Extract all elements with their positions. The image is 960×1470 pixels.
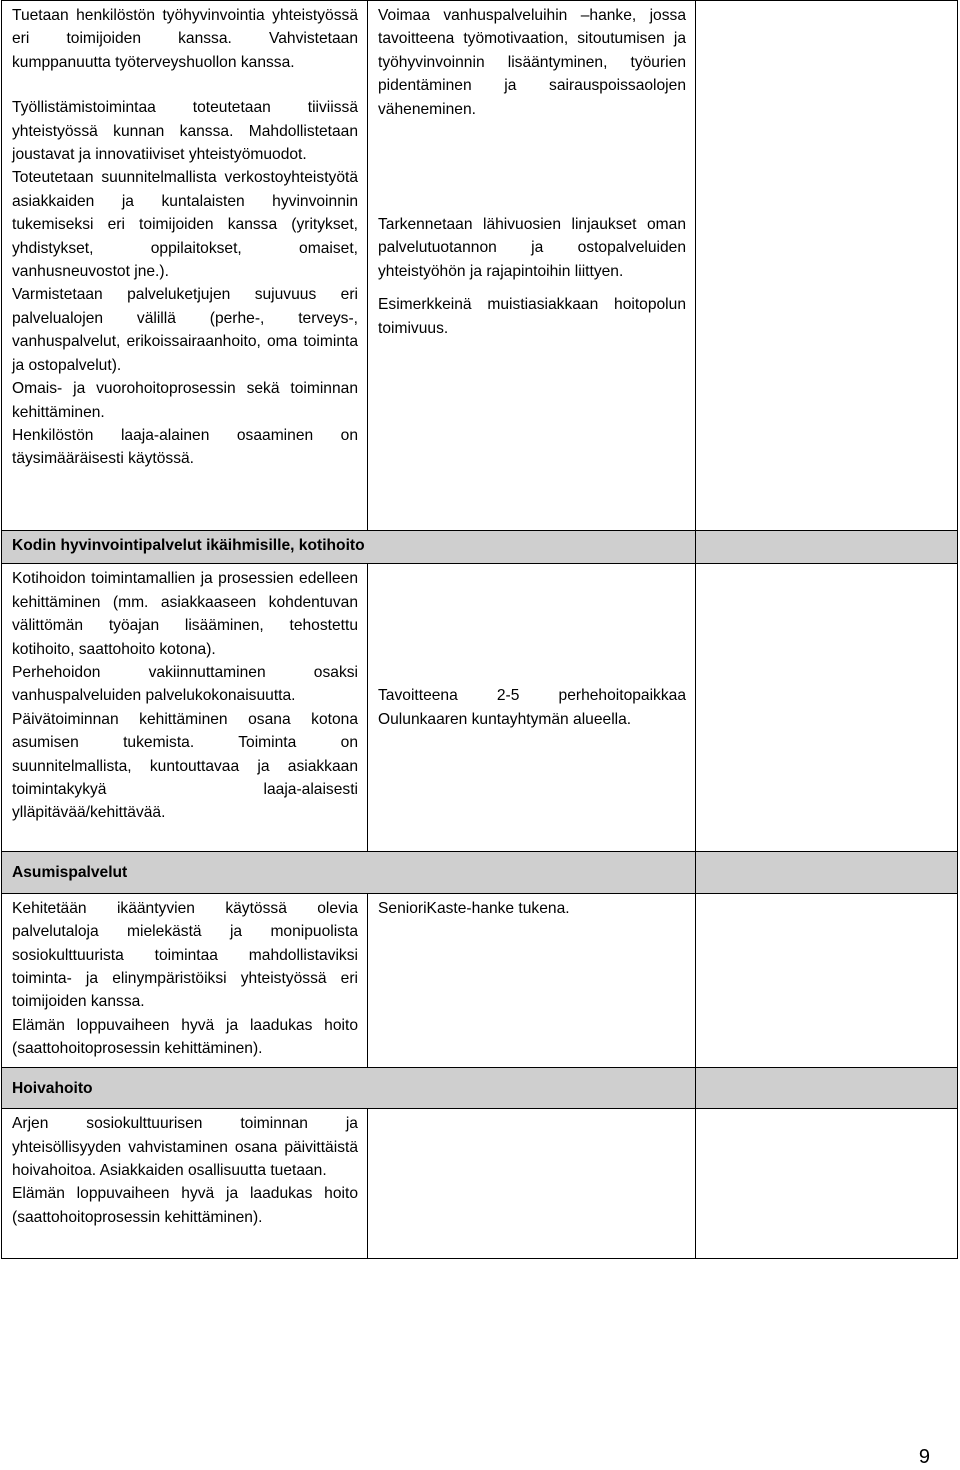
cell-col2 [368, 1109, 696, 1259]
paragraph: Voimaa vanhuspalveluihin –hanke, jossa tavoitteena työmotivaation, sitoutumisen ja työhyvinvoinnin lisääntyminen, työurien pidentäminen ja sairauspoissaolojen väheneminen. [378, 7, 686, 118]
paragraph: Työllistämistoimintaa toteutetaan tiiviissä yhteistyössä kunnan kanssa. Mahdollistetaan joustavat ja innovatiiviset yhteistyömuodot. [12, 99, 358, 164]
paragraph: Kotihoidon toimintamallien ja prosessien edelleen kehittäminen (mm. asiakkaaseen kohdentuvan välittömän työajan lisääminen, tehostettu kotihoito, saattohoito kotona). [12, 570, 358, 658]
table-row [2, 1, 958, 531]
cell-col3 [696, 564, 958, 852]
section-header-empty [696, 531, 958, 564]
paragraph: Varmistetaan palveluketjujen sujuvuus eri palvelualojen välillä (perhe-, terveys-, vanhuspalvelut, erikoissairaanhoito, oma toiminta ja ostopalvelut). [12, 286, 358, 374]
paragraph: Omais- ja vuorohoitoprosessin sekä toiminnan kehittäminen. [12, 380, 358, 421]
cell-col1 [2, 1, 368, 531]
section-title-hoivahoito [2, 1067, 696, 1108]
cell-col3 [696, 1, 958, 531]
cell-col1 [2, 1109, 368, 1259]
page-number: 9 [918, 1446, 930, 1468]
cell-col3 [696, 893, 958, 1067]
paragraph: Elämän loppuvaiheen hyvä ja laadukas hoito (saattohoitoprosessin kehittäminen). [12, 1016, 358, 1058]
section-header-row [2, 1067, 958, 1108]
section-title-kotihoito: Kodin hyvinvointipalvelut ikäihmisille, kotihoito [2, 531, 696, 564]
paragraph: Perhehoidon vakiinnuttaminen osaksi vanhuspalveluiden palvelukokonaisuutta. [12, 664, 358, 705]
paragraph: Esimerkkeinä muistiasiakkaan hoitopolun toimivuus. [378, 296, 686, 337]
paragraph: Elämän loppuvaiheen hyvä ja laadukas hoito (saattohoitoprosessin kehittäminen). [12, 1185, 358, 1226]
section-title-text: Hoivahoito [12, 1079, 93, 1097]
paragraph: SenioriKaste-hanke tukena. [378, 899, 570, 917]
plan-table [1, 0, 958, 1259]
paragraph: Tuetaan henkilöstön työhyvinvointia yhteistyössä eri toimijoiden kanssa. Vahvistetaan kumppanuutta työterveyshuollon kanssa. [12, 7, 358, 71]
section-title-text: Asumispalvelut [12, 864, 128, 882]
table-row [2, 893, 958, 1067]
table-row [2, 564, 958, 852]
cell-col1 [2, 893, 368, 1067]
section-header-empty [696, 852, 958, 893]
paragraph: Arjen sosiokulttuurisen toiminnan ja yhteisöllisyyden vahvistaminen osana päivittäistä hoivahoitoa. Asiakkaiden osallisuutta tuetaan. [12, 1115, 358, 1180]
paragraph: Tavoitteena 2-5 perhehoitopaikkaa Oulunkaaren kuntayhtymän alueella. [378, 687, 686, 728]
cell-col1 [2, 564, 368, 852]
table-row [2, 1109, 958, 1259]
paragraph: Päivätoiminnan kehittäminen osana kotona asumisen tukemista. Toiminta on suunnitelmallista, kuntouttavaa ja asiakkaan toimintakykyä laaja-alaisesti ylläpitävää/kehittävää. [12, 710, 358, 822]
cell-col2 [368, 564, 696, 852]
paragraph: Kehitetään ikääntyvien käytössä olevia palvelutaloja mielekästä ja monipuolista sosiokulttuurista toimintaa mahdollistaviksi toiminta- ja elinympäristöiksi yhteistyössä eri toimijoiden kanssa. [12, 899, 358, 1011]
cell-col3 [696, 1109, 958, 1259]
section-header-row [2, 531, 958, 564]
section-header-row [2, 852, 958, 893]
cell-col2 [368, 893, 696, 1067]
paragraph: Henkilöstön laaja-alainen osaaminen on täysimääräisesti käytössä. [12, 426, 358, 468]
section-title-asumispalvelut [2, 852, 696, 893]
section-header-empty [696, 1067, 958, 1108]
paragraph: Toteutetaan suunnitelmallista verkostoyhteistyötä asiakkaiden ja kuntalaisten hyvinvoinnin tukemiseksi eri toimijoiden kanssa (yritykset, yhdistykset, oppilaitokset, omaiset, vanhusneuvostot jne.). [12, 169, 358, 281]
cell-col2 [368, 1, 696, 531]
paragraph: Tarkennetaan lähivuosien linjaukset oman palvelutuotannon ja ostopalveluiden yhteistyöhön ja rajapintoihin liittyen. [378, 216, 686, 280]
